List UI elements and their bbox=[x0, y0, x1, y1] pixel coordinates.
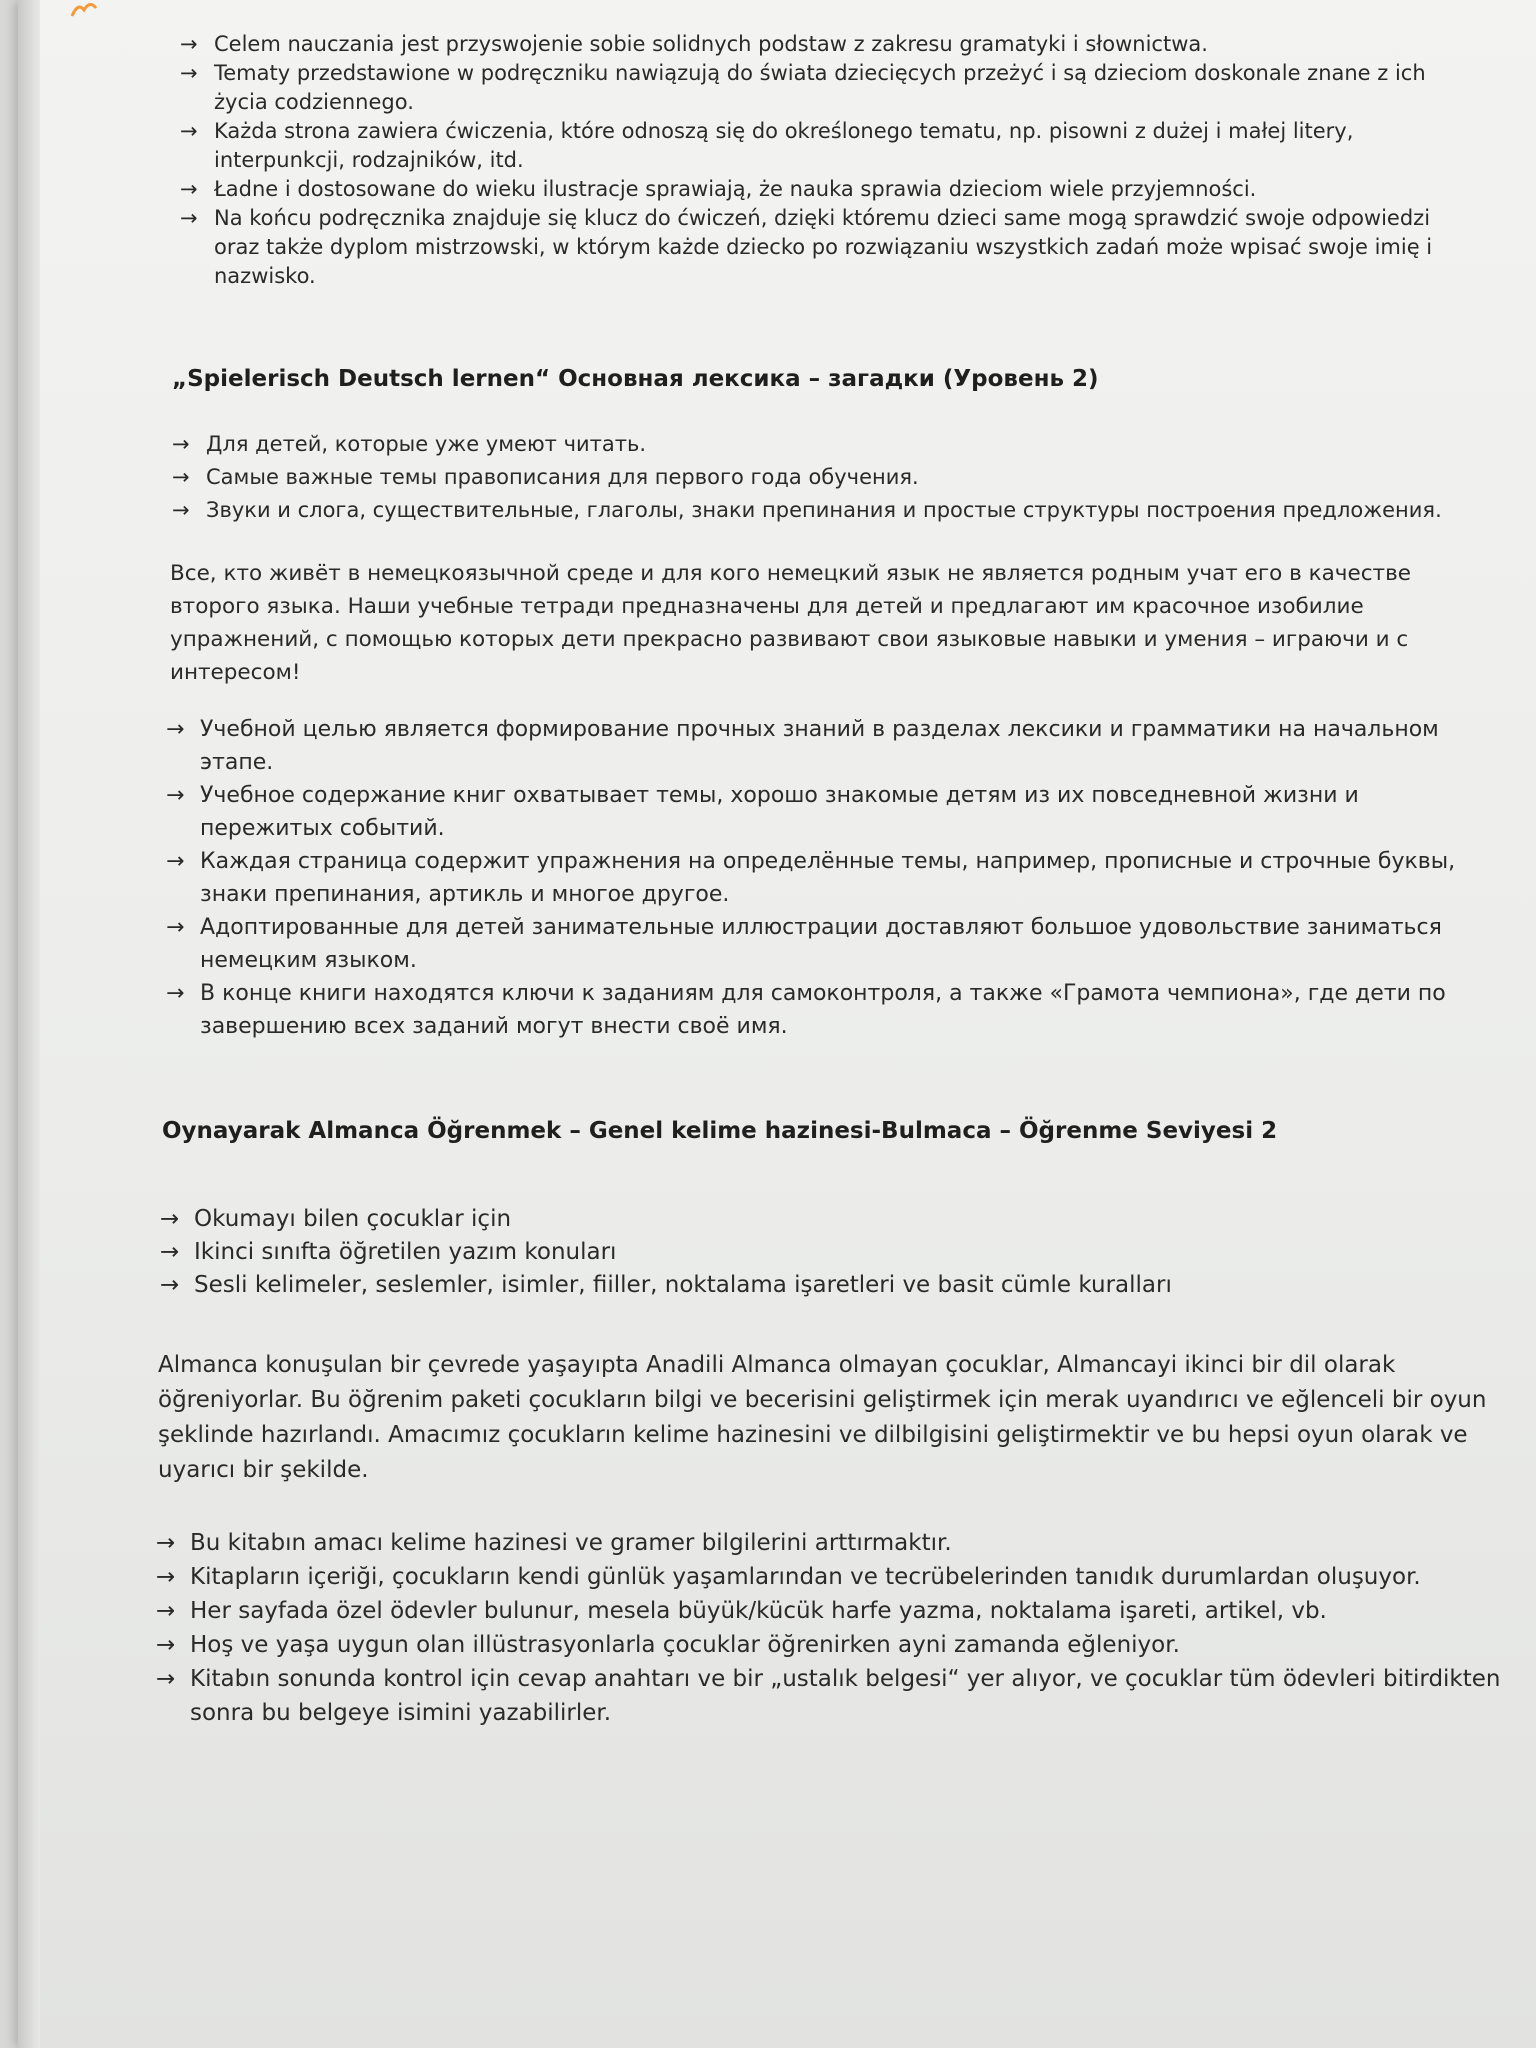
list-item: → Kitabın sonunda kontrol için cevap anahtarı ve bir „ustalık belgesi“ yer alıyor, ve çocuklar tüm ödevleri bitirdikten sonra bu belgeye isimini yazabilirler. bbox=[156, 1662, 1526, 1730]
list-item: → Celem nauczania jest przyswojenie sobie solidnych podstaw z zakresu gramatyki i słownictwa. bbox=[180, 30, 1470, 59]
list-item: → Bu kitabın amacı kelime hazinesi ve gramer bilgilerini arttırmaktır. bbox=[156, 1526, 1526, 1560]
orange-corner-decoration bbox=[70, 0, 130, 18]
arrow-icon: → bbox=[156, 1530, 176, 1556]
russian-section-heading: „Spielerisch Deutsch lernen“ Основная лексика – загадки (Уровень 2) bbox=[172, 366, 1099, 392]
list-item: → Для детей, которые уже умеют читать. bbox=[172, 428, 1502, 461]
arrow-icon: → bbox=[156, 1666, 176, 1692]
arrow-icon: → bbox=[180, 206, 198, 230]
list-item: → В конце книги находятся ключи к заданиям для самоконтроля, а также «Грамота чемпиона», где дети по завершению всех заданий могут внести своё имя. bbox=[166, 977, 1496, 1043]
arrow-icon: → bbox=[166, 783, 185, 808]
list-item: → Sesli kelimeler, seslemler, isimler, fiiller, noktalama işaretleri ve basit cümle kuralları bbox=[160, 1269, 1490, 1302]
list-item: → Ładne i dostosowane do wieku ilustracje sprawiają, że nauka sprawia dzieciom wiele przyjemności. bbox=[180, 175, 1470, 204]
list-item: → Her sayfada özel ödevler bulunur, mesela büyük/kücük harfe yazma, noktalama işareti, artikel, vb. bbox=[156, 1594, 1526, 1628]
arrow-icon: → bbox=[172, 465, 190, 489]
arrow-icon: → bbox=[166, 981, 185, 1006]
arrow-icon: → bbox=[160, 1239, 180, 1265]
arrow-icon: → bbox=[180, 32, 198, 56]
list-item: → Звуки и слога, существительные, глаголы, знаки препинания и простые структуры построения предложения. bbox=[172, 494, 1502, 527]
list-item: → Учебной целью является формирование прочных знаний в разделах лексики и грамматики на начальном этапе. bbox=[166, 713, 1496, 779]
turkish-paragraph: Almanca konuşulan bir çevrede yaşayıpta Anadili Almanca olmayan çocuklar, Almancayi ikinci bir dil olarak öğreniyorlar. Bu öğrenim paketi çocukların bilgi ve becerisini geliştirmek için merak uyandırıcı ve eğlenceli bir oyun şeklinde hazırlandı. Amacımız çocukların kelime hazinesini ve dilbilgisini geliştirmektir ve bu hepsi oyun olarak ve uyarıcı bir şekilde. bbox=[158, 1352, 1487, 1483]
turkish-section-heading: Oynayarak Almanca Öğrenmek – Genel kelime hazinesi-Bulmaca – Öğrenme Seviyesi 2 bbox=[162, 1118, 1278, 1144]
arrow-icon: → bbox=[166, 717, 185, 742]
arrow-icon: → bbox=[160, 1206, 180, 1232]
list-item: → Hoş ve yaşa uygun olan illüstrasyonlarla çocuklar öğrenirken ayni zamanda eğleniyor. bbox=[156, 1628, 1526, 1662]
list-item: → Każda strona zawiera ćwiczenia, które odnoszą się do określonego tematu, np. pisowni z dużej i małej litery, interpunkcji, rodzajników, itd. bbox=[180, 119, 1354, 172]
arrow-icon: → bbox=[180, 177, 198, 201]
arrow-icon: → bbox=[160, 1272, 180, 1298]
list-item: → Адоптированные для детей занимательные иллюстрации доставляют большое удовольствие заниматься немецким языком. bbox=[166, 911, 1496, 977]
turkish-intro-list bbox=[160, 1203, 1490, 1302]
polish-bullet-list bbox=[180, 30, 1470, 291]
turkish-bullet-list bbox=[156, 1526, 1526, 1730]
list-item: → Okumayı bilen çocuklar için bbox=[160, 1203, 1490, 1236]
arrow-icon: → bbox=[180, 61, 198, 85]
list-item: → Na końcu podręcznika znajduje się klucz do ćwiczeń, dzięki któremu dzieci same mogą sprawdzić swoje odpowiedzi oraz także dyplom mistrzowski, w którym każde dziecko po rozwiązaniu wszystkich zadań może wpisać swoje imię i nazwisko. bbox=[180, 206, 1433, 288]
list-item: → Kitapların içeriği, çocukların kendi günlük yaşamlarından ve tecrübelerinden tanıdık durumlardan oluşuyor. bbox=[156, 1560, 1526, 1594]
list-item: → Ikinci sınıfta öğretilen yazım konuları bbox=[160, 1236, 1490, 1269]
russian-paragraph: Все, кто живёт в немецкоязычной среде и для кого немецкий язык не является родным учат его в качестве второго языка. Наши учебные тетради предназначены для детей и предлагают им красочное изобилие упражнений, с помощью которых дети прекрасно развивают свои языковые навыки и умения – играючи и с интересом! bbox=[170, 561, 1411, 685]
arrow-icon: → bbox=[166, 915, 185, 940]
list-item: → Каждая страница содержит упражнения на определённые темы, например, прописные и строчные буквы, знаки препинания, артикль и многое другое. bbox=[166, 845, 1496, 911]
list-item: → Учебное содержание книг охватывает темы, хорошо знакомые детям из их повседневной жизни и пережитых событий. bbox=[166, 779, 1496, 845]
list-item: → Tematy przedstawione w podręczniku nawiązują do świata dziecięcych przeżyć i są dzieciom doskonale znane z ich życia codziennego. bbox=[180, 61, 1426, 114]
arrow-icon: → bbox=[180, 119, 198, 143]
arrow-icon: → bbox=[156, 1598, 176, 1624]
russian-bullet-list bbox=[166, 713, 1496, 1043]
arrow-icon: → bbox=[156, 1564, 176, 1590]
arrow-icon: → bbox=[156, 1632, 176, 1658]
list-item: → Самые важные темы правописания для первого года обучения. bbox=[172, 461, 1502, 494]
arrow-icon: → bbox=[166, 849, 185, 874]
russian-intro-list bbox=[172, 428, 1502, 527]
arrow-icon: → bbox=[172, 498, 190, 522]
arrow-icon: → bbox=[172, 432, 190, 456]
page-binding-edge bbox=[18, 0, 40, 2048]
